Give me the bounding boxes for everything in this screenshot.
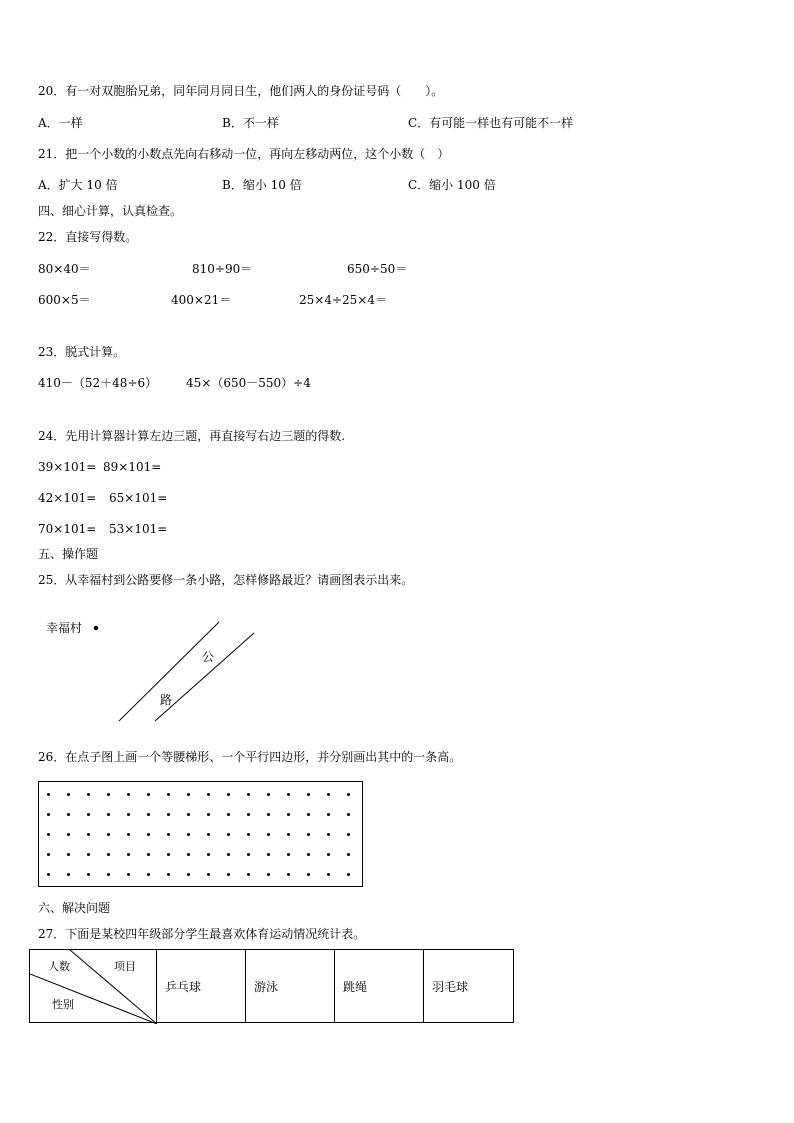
grid-dot xyxy=(347,833,350,836)
q23-expr: 45×（650－550）÷4 xyxy=(186,376,311,390)
road-label-gong: 公 xyxy=(202,650,215,664)
grid-dot xyxy=(167,793,170,796)
grid-dot xyxy=(267,833,270,836)
question-25: 25．从幸福村到公路要修一条小路，怎样修路最近？请画图表示出来。 xyxy=(38,573,414,587)
grid-dot xyxy=(107,873,110,876)
grid-dot xyxy=(187,813,190,816)
grid-dot xyxy=(247,873,250,876)
grid-dot xyxy=(167,873,170,876)
q21-option-a: A．扩大 10 倍 xyxy=(38,178,118,192)
grid-dot xyxy=(127,813,130,816)
grid-dot xyxy=(87,833,90,836)
grid-dot xyxy=(107,833,110,836)
grid-dot xyxy=(327,813,330,816)
q23-expr: 410－（52＋48÷6） xyxy=(38,376,158,390)
grid-dot xyxy=(307,833,310,836)
q22-expr: 80×40＝ xyxy=(38,262,91,276)
table-cell: 游泳 xyxy=(246,950,335,1023)
section-6-heading: 六、解决问题 xyxy=(38,901,111,915)
grid-dot xyxy=(267,793,270,796)
grid-dot xyxy=(47,793,50,796)
grid-dot xyxy=(307,853,310,856)
grid-dot xyxy=(347,793,350,796)
question-21: 21．把一个小数的小数点先向右移动一位，再向左移动两位，这个小数（ ） xyxy=(38,147,450,161)
grid-dot xyxy=(227,833,230,836)
grid-dot xyxy=(207,873,210,876)
q20-option-b: B．不一样 xyxy=(222,116,279,130)
q21-option-b: B．缩小 10 倍 xyxy=(222,178,302,192)
grid-dot xyxy=(67,873,70,876)
stats-table xyxy=(29,949,514,1023)
grid-dot xyxy=(47,873,50,876)
grid-dot xyxy=(267,873,270,876)
grid-dot xyxy=(107,793,110,796)
grid-dot xyxy=(307,813,310,816)
q22-expr: 600×5＝ xyxy=(38,293,91,307)
question-20: 20．有一对双胞胎兄弟，同年同月同日生，他们两人的身份证号码（ ）。 xyxy=(38,84,444,98)
grid-dot xyxy=(187,853,190,856)
table-cell: 跳绳 xyxy=(335,950,424,1023)
header-gender: 性别 xyxy=(52,998,74,1011)
q24-expr: 70×101= xyxy=(38,522,97,536)
grid-dot xyxy=(247,813,250,816)
grid-dot xyxy=(207,853,210,856)
grid-dot xyxy=(47,853,50,856)
grid-dot xyxy=(67,853,70,856)
grid-dot xyxy=(207,793,210,796)
grid-dot xyxy=(327,873,330,876)
grid-dot xyxy=(267,853,270,856)
road-label-lu: 路 xyxy=(160,693,173,707)
grid-dot xyxy=(207,813,210,816)
q22-expr: 650÷50＝ xyxy=(347,262,408,276)
grid-dot xyxy=(147,813,150,816)
grid-dot xyxy=(287,853,290,856)
question-27: 27．下面是某校四年级部分学生最喜欢体育运动情况统计表。 xyxy=(38,927,366,941)
q22-expr: 810÷90＝ xyxy=(192,262,253,276)
road-diagram xyxy=(40,615,270,730)
q24-expr: 65×101= xyxy=(109,491,168,505)
question-23: 23．脱式计算。 xyxy=(38,345,126,359)
road-lines xyxy=(40,615,270,730)
question-26: 26．在点子图上画一个等腰梯形、一个平行四边形，并分别画出其中的一条高。 xyxy=(38,750,462,764)
grid-dot xyxy=(107,813,110,816)
grid-dot xyxy=(347,853,350,856)
grid-dot xyxy=(167,813,170,816)
q21-option-c: C．缩小 100 倍 xyxy=(408,178,496,192)
table-row xyxy=(30,950,514,1023)
grid-dot xyxy=(227,813,230,816)
grid-dot xyxy=(327,853,330,856)
grid-dot xyxy=(127,793,130,796)
q20-option-c: C．有可能一样也有可能不一样 xyxy=(408,116,574,130)
table-cell: 乒乓球 xyxy=(157,950,246,1023)
header-people: 人数 xyxy=(48,960,70,973)
grid-dot xyxy=(327,793,330,796)
grid-dot xyxy=(187,793,190,796)
grid-dot xyxy=(127,833,130,836)
question-22: 22．直接写得数。 xyxy=(38,230,138,244)
grid-dot xyxy=(147,853,150,856)
grid-dot xyxy=(307,793,310,796)
grid-dot xyxy=(187,833,190,836)
q22-expr: 400×21＝ xyxy=(171,293,232,307)
grid-dot xyxy=(227,853,230,856)
section-4-heading: 四、细心计算，认真检查。 xyxy=(38,204,183,218)
grid-dot xyxy=(107,853,110,856)
grid-dot xyxy=(227,873,230,876)
grid-dot xyxy=(287,813,290,816)
grid-dot xyxy=(147,833,150,836)
grid-dot xyxy=(267,813,270,816)
grid-dot xyxy=(167,853,170,856)
grid-dot xyxy=(307,873,310,876)
table-diagonal-header xyxy=(30,950,157,1023)
grid-dot xyxy=(227,793,230,796)
grid-dot xyxy=(127,873,130,876)
table-cell: 羽毛球 xyxy=(424,950,514,1023)
grid-dot xyxy=(287,793,290,796)
grid-dot xyxy=(127,853,130,856)
grid-dot xyxy=(207,833,210,836)
q24-expr: 89×101= xyxy=(103,460,162,474)
dot-grid[interactable] xyxy=(38,781,363,887)
grid-dot xyxy=(87,793,90,796)
grid-dot xyxy=(247,853,250,856)
grid-dot xyxy=(347,873,350,876)
grid-dot xyxy=(287,833,290,836)
q24-expr: 53×101= xyxy=(109,522,168,536)
grid-dot xyxy=(47,813,50,816)
grid-dot xyxy=(87,813,90,816)
grid-dot xyxy=(67,793,70,796)
q24-expr: 39×101= xyxy=(38,460,97,474)
grid-dot xyxy=(187,873,190,876)
grid-dot xyxy=(167,833,170,836)
grid-dot xyxy=(327,833,330,836)
village-point xyxy=(94,626,98,630)
section-5-heading: 五、操作题 xyxy=(38,547,99,561)
header-item: 项目 xyxy=(114,960,136,973)
grid-dot xyxy=(147,793,150,796)
q20-option-a: A．一样 xyxy=(38,116,83,130)
q22-expr: 25×4÷25×4＝ xyxy=(299,293,387,307)
grid-dot xyxy=(87,873,90,876)
grid-dot xyxy=(87,853,90,856)
village-label: 幸福村 xyxy=(46,621,83,635)
question-24: 24．先用计算器计算左边三题，再直接写右边三题的得数. xyxy=(38,429,346,443)
grid-dot xyxy=(47,833,50,836)
grid-dot xyxy=(287,873,290,876)
grid-dot xyxy=(67,833,70,836)
grid-dot xyxy=(147,873,150,876)
grid-dot xyxy=(247,833,250,836)
q24-expr: 42×101= xyxy=(38,491,97,505)
grid-dot xyxy=(67,813,70,816)
grid-dot xyxy=(347,813,350,816)
grid-dot xyxy=(247,793,250,796)
